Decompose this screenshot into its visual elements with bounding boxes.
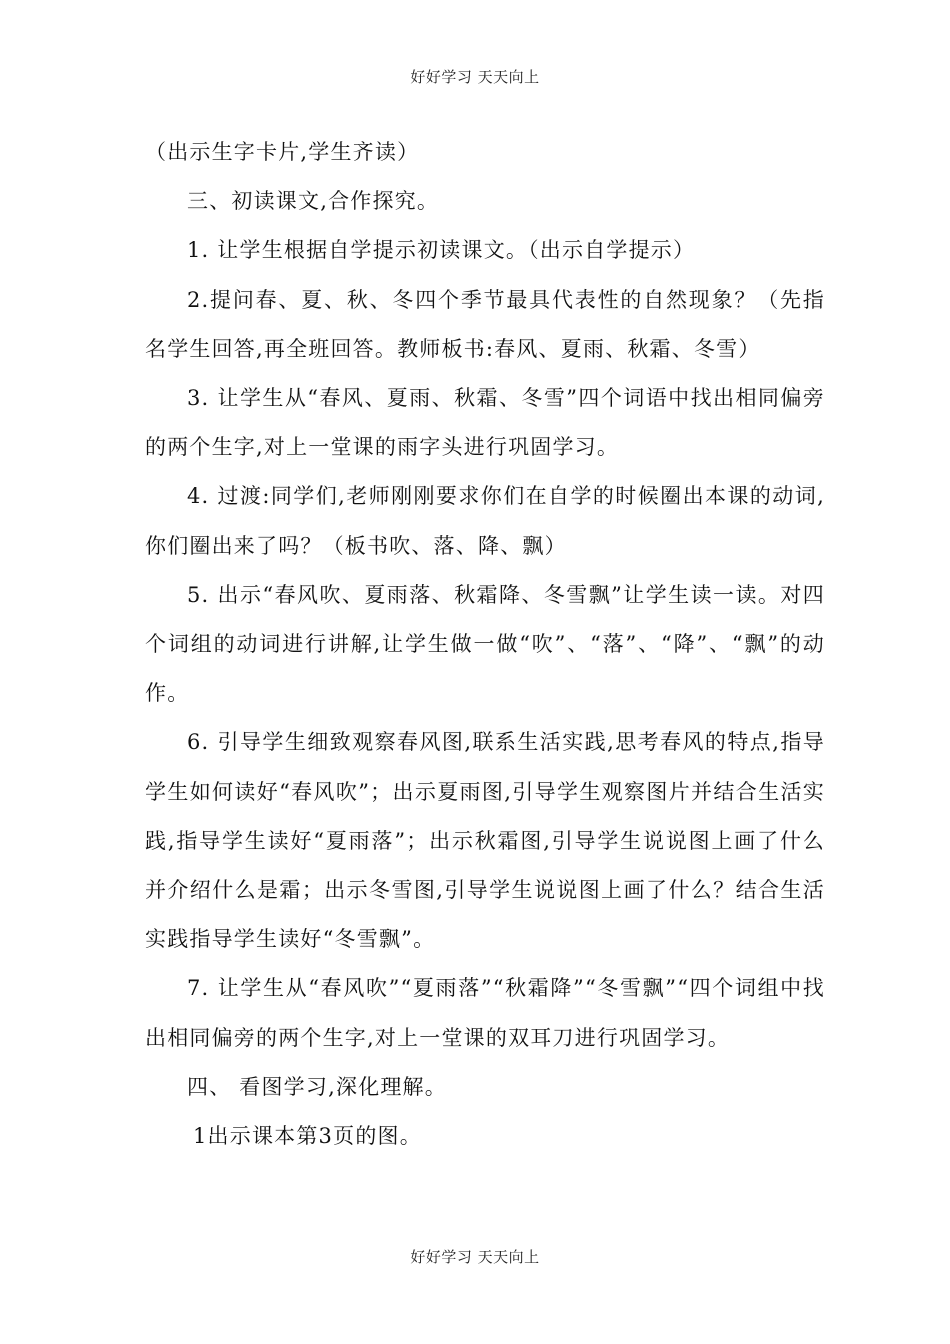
paragraph-step-6: 6. 引导学生细致观察春风图,联系生活实践,思考春风的特点,指导学生如何读好“春风吹”；出示夏雨图,引导学生观察图片并结合生活实践,指导学生读好“夏雨落”；出示秋霜图,引导学生说说图上画了什么并介绍什么是霜；出示冬雪图,引导学生说说图上画了什么？结合生活实践指导学生读好“冬雪飘”。 [145, 730, 825, 952]
section-heading-four: 四、 看图学习,深化理解。 [187, 1074, 447, 1099]
paragraph-show-textbook-figure: 1出示课本第3页的图。 [193, 1124, 422, 1149]
document-body [145, 128, 825, 1161]
paragraph-step-3: 3. 让学生从“春风、夏雨、秋霜、冬雪”四个词语中找出相同偏旁的两个生字,对上一堂课的雨字头进行巩固学习。 [145, 386, 825, 460]
paragraph-step-5: 5. 出示“春风吹、夏雨落、秋霜降、冬雪飘”让学生读一读。对四个词组的动词进行讲解,让学生做一做“吹”、“落”、“降”、“飘”的动作。 [145, 582, 825, 706]
paragraph-step-4: 4. 过渡:同学们,老师刚刚要求你们在自学的时候圈出本课的动词,你们圈出来了吗？（板书吹、落、降、飘） [145, 484, 825, 558]
paragraph-step-1: 1. 让学生根据自学提示初读课文。（出示自学提示） [187, 238, 696, 263]
section-heading-three: 三、初读课文,合作探究。 [187, 189, 440, 214]
page-header: 好好学习 天天向上 [410, 68, 540, 86]
paragraph-step-2: 2.提问春、夏、秋、冬四个季节最具代表性的自然现象？（先指名学生回答,再全班回答。教师板书:春风、夏雨、秋霜、冬雪） [145, 287, 825, 361]
paragraph-step-7: 7. 让学生从“春风吹”“夏雨落”“秋霜降”“冬雪飘”“四个词组中找出相同偏旁的两个生字,对上一堂课的双耳刀进行巩固学习。 [145, 976, 825, 1050]
page-footer: 好好学习 天天向上 [410, 1248, 540, 1266]
paragraph-show-cards: （出示生字卡片,学生齐读） [145, 140, 420, 164]
